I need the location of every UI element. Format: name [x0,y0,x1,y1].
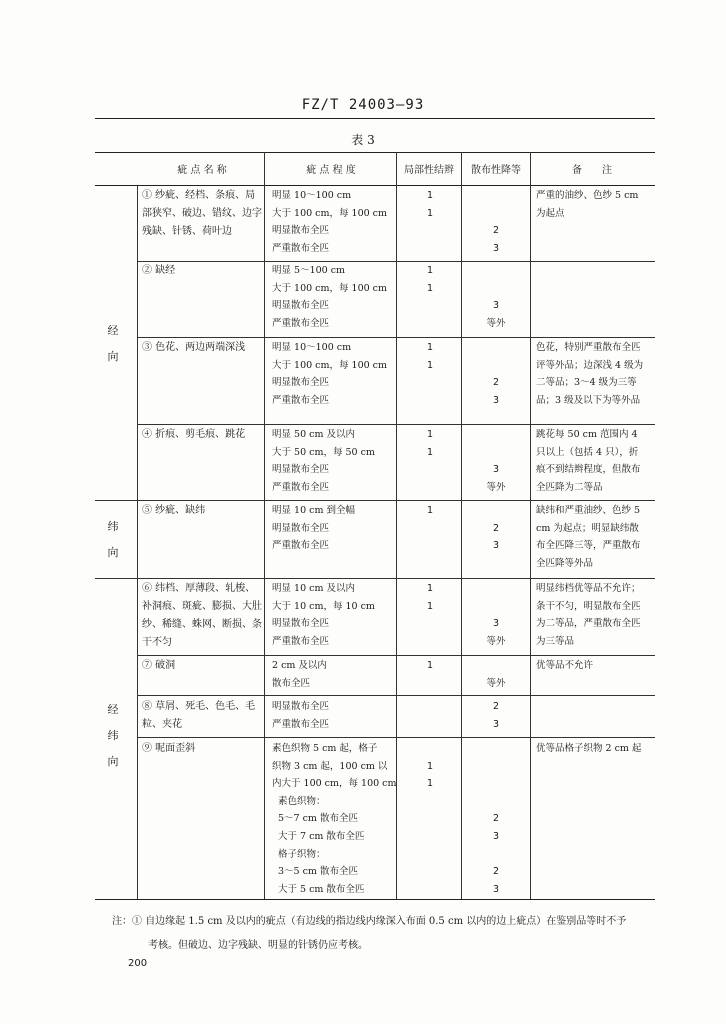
spread-grade-value: 2 [492,225,500,237]
spread-grade-value: 2 [492,377,500,389]
local-defect-value: 1 [426,282,434,294]
local-defect-value: 1 [426,446,434,458]
spread-grade-value: 2 [492,701,500,712]
spread-grade-value: 3 [492,883,500,895]
group-rule [137,695,655,696]
defect-degree: 大于 10 cm，每 10 cm [272,600,375,612]
defect-degree: 严重散布全匹 [272,540,330,552]
defect-remark: 明显纬档优等品不允许；条干不匀，明显散布全匹为二等品，严重散布全匹为三等品 [536,583,641,647]
local-defect-value: 1 [426,760,434,772]
table-top-rule [95,152,655,153]
defect-degree: 大于 100 cm，每 100 cm [272,282,388,294]
local-defect-value: 1 [426,265,434,276]
table-bottom-rule [95,899,655,900]
category-label-jing: 经 向 [107,324,119,363]
local-defect-value: 1 [426,190,434,201]
spread-grade-value: 2 [492,866,500,878]
category-label-wei: 纬 向 [107,520,119,559]
local-defect-value: 1 [426,359,434,371]
defect-degree: 大于 100 cm，每 100 cm [272,207,388,219]
defect-degree: 大于 50 cm，每 50 cm [272,446,375,458]
defect-name: ⑧ 草屑、死毛、色毛、毛粒、夹花 [142,701,256,730]
defect-degree: 明显散布全匹 [272,377,330,389]
defect-degree: 明显 5～100 cm [272,265,346,276]
local-defect-value: 1 [426,583,434,594]
local-defect-value: 1 [426,778,434,790]
header-rule [95,118,655,119]
standard-header: FZ/T 24003—93 [301,97,425,113]
spread-grade-value: 3 [492,718,500,730]
local-defect-value: 1 [426,429,434,440]
defect-degree: 明显散布全匹 [272,225,330,237]
defect-name: ⑤ 纱疵、缺纬 [142,505,206,516]
col-header-remark: 备 注 [572,165,612,176]
category-rule [95,578,655,579]
group-rule [137,737,655,738]
defect-degree: 素色织物 5 cm 起，格子 [272,743,378,754]
defect-degree: 织物 3 cm 起，100 cm 以 [272,760,388,772]
category-label-jingwei: 经 纬 向 [107,703,119,768]
defect-degree: 严重散布全匹 [272,394,330,406]
defect-degree: 明显散布全匹 [272,618,330,630]
defect-degree: 明显 10 cm 及以内 [272,583,355,594]
col-header-name: 疵 点 名 称 [177,165,227,176]
defect-degree: 明显散布全匹 [272,464,330,476]
defect-name: ① 纱疵、经档、条痕、局部狭窄、破边、错纹、边字残缺、针锈、荷叶边 [142,190,262,237]
defect-degree: 明显 10～100 cm [272,342,352,353]
col-rule-2 [264,152,265,899]
local-defect-value: 1 [426,600,434,612]
defect-degree: 散布全匹 [272,677,311,689]
spread-grade-value: 等外 [486,481,506,493]
spread-grade-value: 2 [492,522,500,534]
defect-degree: 严重散布全匹 [272,635,330,647]
local-defect-value: 1 [426,207,434,219]
spread-grade-value: 3 [492,242,500,254]
local-defect-value: 1 [426,505,434,516]
col-header-local: 局部性结辫 [404,165,454,176]
defect-degree: 内大于 100 cm，每 100 cm [272,778,397,790]
col-rule-4 [461,152,462,899]
defect-degree: 明显 10～100 cm [272,190,352,201]
defect-degree: 5～7 cm 散布全匹 [278,813,358,825]
defect-name: ② 缺经 [142,265,176,276]
defect-remark: 优等品不允许 [536,660,594,671]
defect-degree: 明显散布全匹 [272,701,330,712]
defect-degree: 严重散布全匹 [272,481,330,493]
table-header-rule [95,185,655,186]
defect-remark: 严重的油纱、色纱 5 cm 为起点 [536,190,639,219]
defect-degree: 明显 10 cm 到全幅 [272,505,355,516]
spread-grade-value: 3 [492,464,500,476]
local-defect-value: 1 [426,342,434,353]
defect-degree: 素色织物： [278,795,326,807]
defect-degree: 3～5 cm 散布全匹 [278,866,358,878]
defect-degree: 大于 5 cm 散布全匹 [278,883,365,895]
defect-name: ⑦ 破洞 [142,660,176,671]
defect-remark: 缺纬和严重油纱、色纱 5 cm 为起点；明显缺纬散布全匹降三等，严重散布全匹降等外品 [536,505,641,569]
defect-degree: 严重散布全匹 [272,317,330,329]
spread-grade-value: 等外 [486,317,506,329]
table-note: 注：① 自边缘起 1.5 cm 及以内的疵点（有边线的指边线内缘深入布面 0.5 cm 以内的边上疵点）在鉴别品等时不予 考核。但破边、边字残缺、明显的针锈仍应考核。 [112,916,627,951]
spread-grade-value: 3 [492,831,500,842]
spread-grade-value: 等外 [486,635,506,647]
category-rule [95,500,655,501]
defect-name: ③ 色花、两边两端深浅 [142,342,246,353]
defect-degree: 明显 50 cm 及以内 [272,429,355,440]
col-rule-1 [137,185,138,899]
group-rule [137,424,655,425]
defect-degree: 2 cm 及以内 [272,660,327,671]
spread-grade-value: 3 [492,300,500,312]
local-defect-value: 1 [426,660,434,671]
defect-degree: 明显散布全匹 [272,522,330,534]
group-rule [137,655,655,656]
col-header-degree: 疵 点 程 度 [306,165,356,176]
spread-grade-value: 2 [492,813,500,825]
defect-degree: 大于 100 cm，每 100 cm [272,359,388,371]
spread-grade-value: 3 [492,618,500,630]
defect-degree: 格子织物： [278,848,326,860]
defect-name: ⑨ 呢面歪斜 [142,743,196,754]
defect-degree: 大于 7 cm 散布全匹 [278,831,365,842]
defect-degree: 明显散布全匹 [272,300,330,312]
defect-name: ④ 折痕、剪毛痕、跳花 [142,429,246,440]
defect-degree: 严重散布全匹 [272,718,330,730]
spread-grade-value: 等外 [486,677,506,689]
defect-name: ⑥ 纬档、厚薄段、轧梭、补洞痕、斑疵、膨损、大肚纱、稀缝、蛛网、断损、条干不匀 [142,583,262,648]
page-number: 200 [128,958,148,969]
col-header-spread: 散布性降等 [471,165,521,176]
defect-remark: 色花，特别严重散布全匹评等外品；边深浅 4 级为二等品；3～4 级为三等品；3 级及以下为等外品 [536,342,644,406]
defect-remark: 跳花每 50 cm 范围内 4 只以上（包括 4 只），折痕不到结辫程度，但散布全匹降为二等品 [536,429,641,493]
table-caption: 表 3 [351,133,375,147]
spread-grade-value: 3 [492,540,500,552]
group-rule [137,337,655,338]
defect-remark: 优等品格子织物 2 cm 起 [536,743,642,754]
spread-grade-value: 3 [492,394,500,406]
defect-degree: 严重散布全匹 [272,242,330,254]
col-rule-5 [530,152,531,899]
